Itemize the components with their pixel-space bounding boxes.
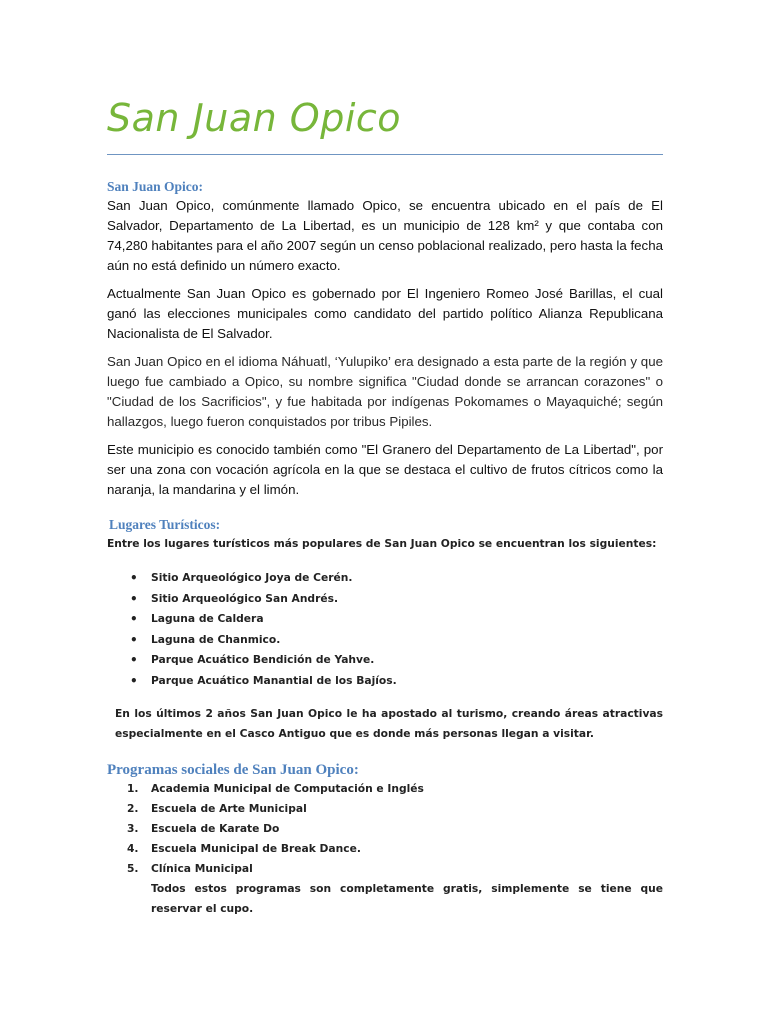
list-item: • Parque Acuático Manantial de los Bajíos. (107, 671, 663, 692)
bullet-icon: • (130, 612, 138, 626)
tourism-list (107, 568, 663, 691)
title-divider (107, 154, 663, 155)
paragraph-agriculture: Este municipio es conocido también como "El Granero del Departamento de La Libertad", por ser una zona con vocación agrícola en la que se destaca el cultivo de frutos cítricos como la naranja, la mandarina y el limón. (107, 442, 663, 497)
document-title: San Juan Opico (107, 96, 402, 140)
list-item: 3. Escuela de Karate Do (127, 822, 280, 835)
list-item: • Sitio Arqueológico Joya de Cerén. (107, 568, 663, 589)
list-item: • Laguna de Chanmico. (107, 630, 663, 651)
paragraph-location: San Juan Opico, comúnmente llamado Opico, se encuentra ubicado en el país de El Salvador, Departamento de La Libertad, es un municipio de 128 km² y que contaba con 74,280 habitantes para el año 2007 según un censo poblacional realizado, pero hasta la fecha aún no está definido un número exacto. (107, 198, 663, 273)
list-item: 1. Academia Municipal de Computación e Inglés (127, 782, 424, 795)
section-intro (107, 178, 663, 276)
bullet-icon: • (130, 673, 138, 688)
paragraph-history: San Juan Opico en el idioma Náhuatl, ‘Yulupiko’ era designado a esta parte de la región y que luego fue cambiado a Opico, su nombre significa "Ciudad donde se arrancan corazones" o "Ciudad de los Sacrificios", y fue habitada por indígenas Pokomames o Mayaquiché; según hallazgos, luego fueron conquistados por tribus Pipiles. (107, 354, 663, 429)
list-item: 4. Escuela Municipal de Break Dance. (127, 842, 361, 855)
section-heading: Programas sociales de San Juan Opico: (107, 762, 359, 778)
list-item: • Sitio Arqueológico San Andrés. (107, 589, 663, 610)
bullet-icon: • (130, 591, 138, 606)
section-heading: Lugares Turísticos: (109, 517, 221, 532)
list-item: • Laguna de Caldera (107, 609, 663, 630)
bullet-icon: • (130, 571, 138, 585)
tourism-intro: Entre los lugares turísticos más populares de San Juan Opico se encuentran los siguientes: (107, 537, 657, 550)
list-item: 2. Escuela de Arte Municipal (127, 802, 307, 815)
list-item: • Parque Acuático Bendición de Yahve. (107, 650, 663, 671)
bullet-icon: • (130, 632, 138, 647)
programs-note: Todos estos programas son completamente gratis, simplemente se tiene que reservar el cupo. (151, 882, 663, 915)
programs-list (107, 779, 663, 879)
tourism-closing: En los últimos 2 años San Juan Opico le ha apostado al turismo, creando áreas atractivas especialmente en el Casco Antiguo que es donde más personas llegan a visitar. (115, 707, 663, 740)
list-item: 5. Clínica Municipal (127, 862, 253, 875)
paragraph-government: Actualmente San Juan Opico es gobernado por El Ingeniero Romeo José Barillas, el cual ganó las elecciones municipales como candidato del partido político Alianza Republicana Nacionalista de El Salvador. (107, 286, 663, 341)
section-heading: San Juan Opico: (107, 179, 204, 194)
bullet-icon: • (130, 653, 138, 667)
